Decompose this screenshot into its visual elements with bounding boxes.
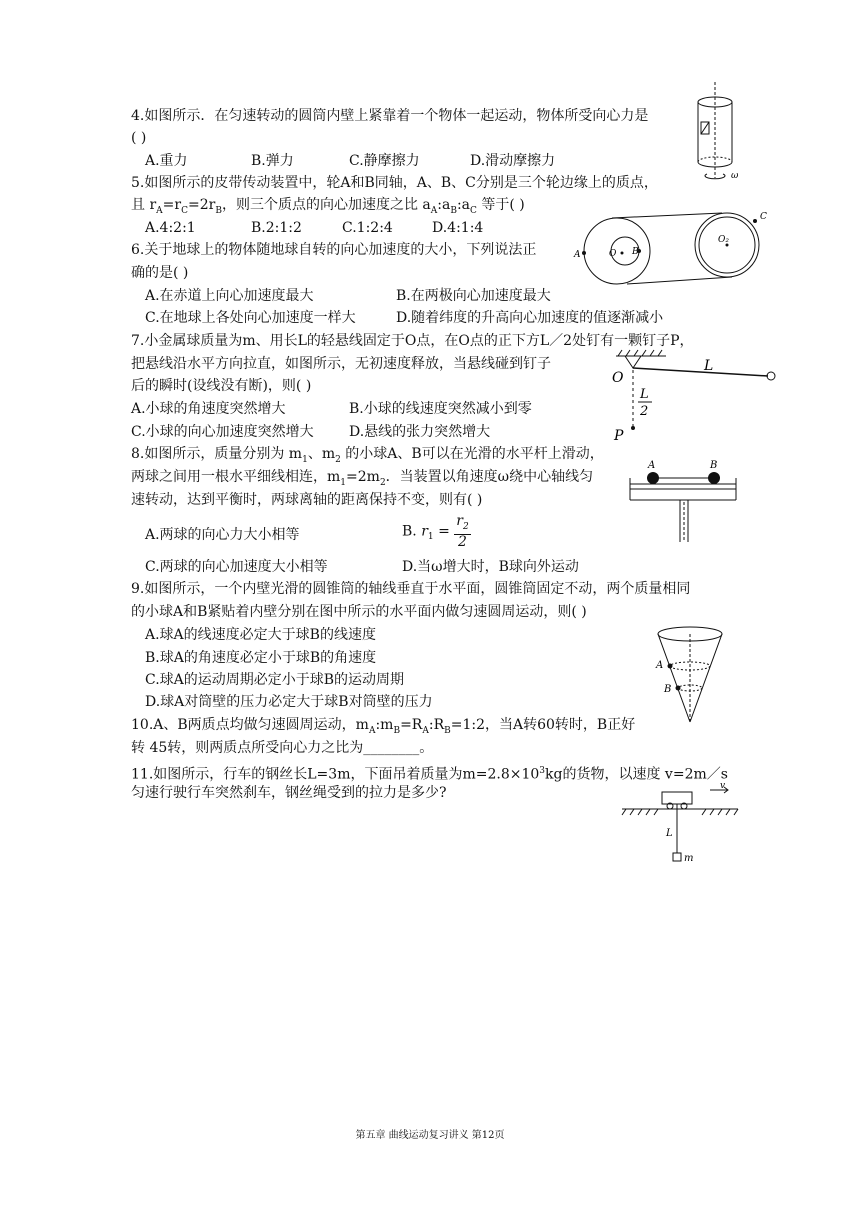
q9-stem-line2: 的小球A和B紧贴着内壁分别在图中所示的水平面内做匀速圆周运动，则( ) <box>131 604 587 620</box>
q8-option-b: B. $r_1$ = $\frac{r_2}{2}$ <box>402 513 469 550</box>
q6-stem-line2: 确的是( ) <box>131 265 189 281</box>
q6-option-c: C.在地球上各处向心加速度一样大 <box>145 310 356 326</box>
q5-option-b: B.2:1:2 <box>251 220 302 236</box>
page-footer: 第五章 曲线运动复习讲义 第12页 <box>355 1130 505 1141</box>
svg-text:L: L <box>666 828 673 839</box>
q7-stem-line3: 后的瞬时(设线没有断)，则( ) <box>131 378 312 394</box>
q10-stem-line2: 转 45转，则两质点所受向心力之比为________。 <box>131 740 434 756</box>
q7-option-a: A.小球的角速度突然增大 <box>131 401 286 417</box>
q6-option-b: B.在两极向心加速度最大 <box>396 288 551 304</box>
svg-text:B: B <box>664 684 672 695</box>
svg-text:2: 2 <box>640 404 649 419</box>
q8-stem-line3: 速转动，达到平衡时，两球离轴的距离保持不变，则有( ) <box>131 492 483 508</box>
q7-option-c: C.小球的向心加速度突然增大 <box>131 424 314 440</box>
q4-option-a: A.重力 <box>145 153 188 169</box>
svg-text:B: B <box>710 460 718 471</box>
q4-option-b: B.弹力 <box>251 153 294 169</box>
rotating-rod-figure <box>620 452 750 544</box>
q11-stem-line2: 匀速行驶行车突然刹车，钢丝绳受到的拉力是多少? <box>131 785 447 801</box>
q4-option-d: D.滑动摩擦力 <box>470 153 556 169</box>
cone-figure <box>650 622 730 726</box>
q9-option-c: C.球A的运动周期必定小于球B的运动周期 <box>145 672 405 688</box>
svg-text:A: A <box>648 460 656 471</box>
q7-stem-line2: 把悬线沿水平方向拉直，如图所示，无初速度释放，当悬线碰到钉子 <box>131 356 551 372</box>
q6-option-d: D.随着纬度的升高向心加速度的值逐渐减小 <box>396 310 664 326</box>
q9-option-b: B.球A的角速度必定小于球B的角速度 <box>145 650 377 666</box>
q5-option-d: D.4:1:4 <box>432 220 484 236</box>
svg-text:m: m <box>684 853 694 864</box>
svg-text:B: B <box>632 247 639 257</box>
q8-stem-line1: 8.如图所示，质量分别为 $m_1$、$m_2$ 的小球A、B可以在光滑的水平杆上滑动， <box>131 446 604 465</box>
rotating-cylinder-figure <box>695 78 755 188</box>
svg-text:L: L <box>640 387 649 402</box>
svg-text:ω: ω <box>731 171 739 181</box>
q8-option-a: A.两球的向心力大小相等 <box>145 527 300 543</box>
q8-stem-line2: 两球之间用一根水平细线相连，$m_1=2m_2$．当装置以角速度ω绕中心轴线匀 <box>131 469 594 488</box>
q5-stem: 5.如图所示的皮带传动装置中，轮A和B同轴，A、B、C分别是三个轮边缘上的质点， <box>131 175 658 191</box>
q9-stem-line1: 9.如图所示，一个内壁光滑的圆锥筒的轴线垂直于水平面，圆锥筒固定不动，两个质量相同 <box>131 581 691 597</box>
q6-stem-line1: 6.关于地球上的物体随地球自转的向心加速度的大小，下列说法正 <box>131 242 537 258</box>
q4-paren: ( ) <box>131 130 147 146</box>
q11-stem-line1: 11.如图所示，行车的钢丝长L=3m，下面吊着质量为$m=2.8\times 10^3kg$的货物，以速度 v=2m／s <box>131 766 728 783</box>
crane-figure <box>620 780 745 870</box>
q8-option-c: C.两球的向心加速度大小相等 <box>145 559 328 575</box>
q6-option-a: A.在赤道上向心加速度最大 <box>145 288 314 304</box>
svg-text:L: L <box>704 358 714 374</box>
q5-option-a: A.4:2:1 <box>145 220 196 236</box>
q8-option-d: D.当ω增大时，B球向外运动 <box>402 559 579 575</box>
q4-option-c: C.静摩擦力 <box>349 153 420 169</box>
svg-text:P: P <box>614 428 624 444</box>
svg-text:O: O <box>612 370 624 386</box>
svg-text:A: A <box>574 250 581 260</box>
q9-option-d: D.球A对筒壁的压力必定大于球B对筒壁的压力 <box>145 694 433 710</box>
svg-text:A: A <box>656 660 664 671</box>
q4-stem: 4.如图所示．在匀速转动的圆筒内壁上紧靠着一个物体一起运动，物体所受向心力是 <box>131 108 649 124</box>
pendulum-nail-figure <box>608 348 778 448</box>
svg-text:C: C <box>760 212 767 222</box>
belt-drive-figure <box>572 207 772 287</box>
svg-text:v: v <box>720 781 726 791</box>
q5-condition: 且 $r_A=r_C=2r_B$，则三个质点的向心加速度之比 $a_A:a_B:a_C$ 等于( ) <box>131 197 525 216</box>
svg-text:O₂: O₂ <box>718 235 729 245</box>
q10-stem-line1: 10.A、B两质点均做匀速圆周运动，$m_A:m_B=R_A:R_B=1:2$，当A转60转时，B正好 <box>131 717 636 736</box>
q5-option-c: C.1:2:4 <box>342 220 393 236</box>
q7-stem-line1: 7.小金属球质量为m、用长L的轻悬线固定于O点，在O点的正下方L／2处钉有一颗钉子P， <box>131 333 694 349</box>
q7-option-d: D.悬线的张力突然增大 <box>349 424 491 440</box>
q9-option-a: A.球A的线速度必定大于球B的线速度 <box>145 627 376 643</box>
q7-option-b: B.小球的线速度突然减小到零 <box>349 401 532 417</box>
svg-text:O: O <box>609 249 617 259</box>
